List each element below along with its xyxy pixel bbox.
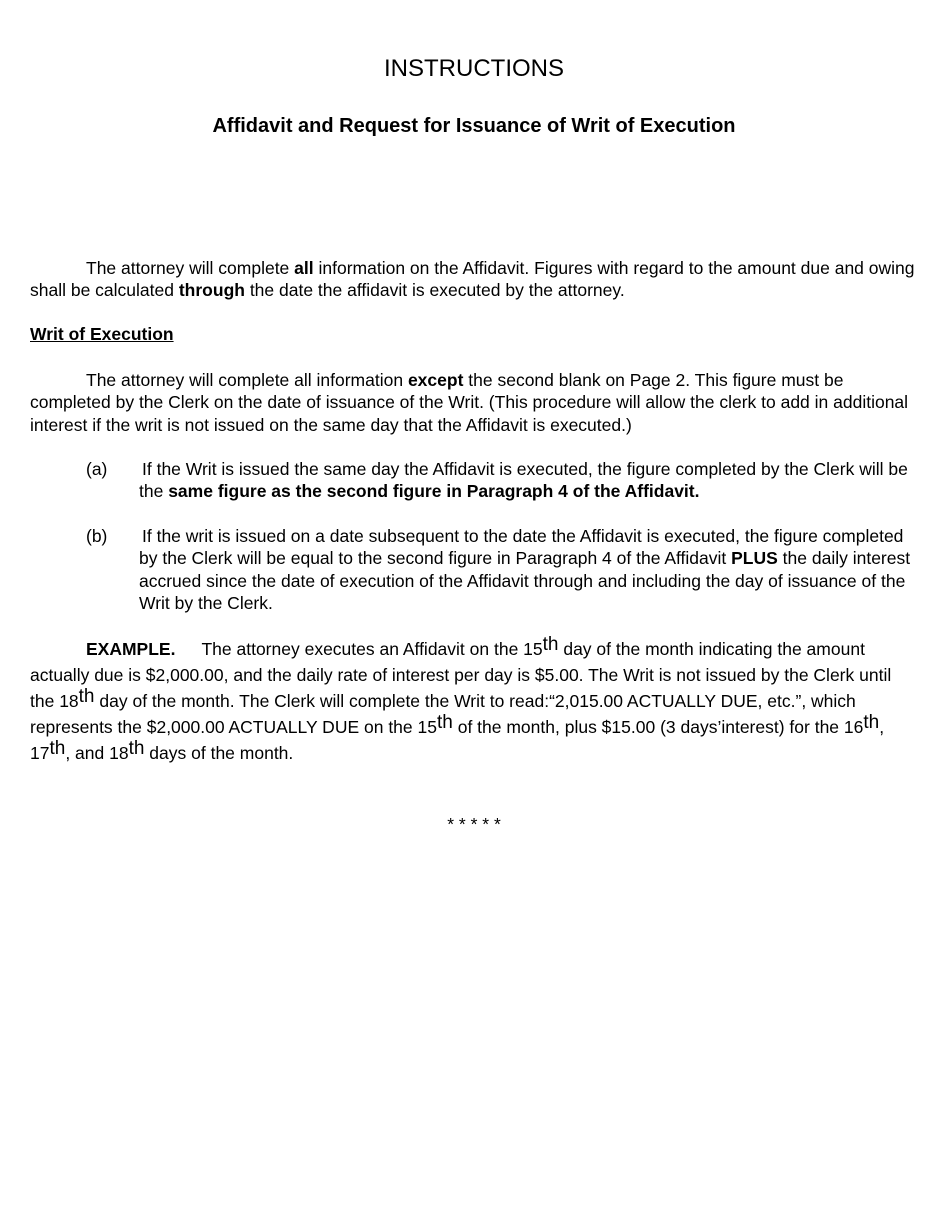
- example-text-2: day of the month indicating the amount actually due is $2,000.00, and the daily rate of interest per day is $5.00. The Writ is not issued by the Clerk until the 18: [30, 639, 892, 711]
- intro-paragraph: [30, 257, 915, 302]
- list-item-body: [139, 525, 916, 614]
- intro-text-2: information on the Affidavit. Figures with regard to the amount due and owing shall be calculated: [30, 258, 915, 301]
- example-text-5: , 17: [30, 717, 885, 763]
- item-text-2: the daily interest accrued since the date of execution of the Affidavit through and including the day of issuance of the Writ by the Clerk.: [139, 548, 911, 613]
- writ-bold-except: except: [407, 370, 464, 390]
- document-subtitle: Affidavit and Request for Issuance of Writ of Execution: [212, 115, 736, 137]
- section-separator: * * * * *: [447, 814, 501, 834]
- item-text-1: If the Writ is issued the same day the Affidavit is executed, the figure completed by the Clerk will be the: [139, 459, 908, 502]
- intro-text-1: The attorney will complete: [86, 258, 295, 278]
- list-item-b: [86, 525, 916, 614]
- example-text-7: days of the month.: [144, 743, 294, 763]
- ordinal-suffix: th: [863, 712, 880, 733]
- list-marker: (a): [86, 459, 108, 479]
- example-paragraph: [30, 636, 915, 766]
- example-text-1: The attorney executes an Affidavit on the 15: [201, 639, 543, 659]
- writ-heading: Writ of Execution: [30, 324, 174, 344]
- ordinal-suffix: th: [542, 634, 559, 655]
- writ-paragraph: [30, 369, 915, 436]
- example-label: EXAMPLE.: [86, 639, 176, 659]
- ordinal-suffix: th: [78, 686, 95, 707]
- example-text-6: , and 18: [65, 743, 129, 763]
- intro-bold-through: through: [178, 280, 245, 301]
- writ-text-1: The attorney will complete all information: [86, 370, 408, 390]
- example-text-3: day of the month. The Clerk will complete the Writ to read:“2,015.00 ACTUALLY DUE, etc.”, which represents the $2,000.00 ACTUALLY DUE on the 15: [30, 691, 856, 737]
- list-item-body: [139, 458, 916, 503]
- ordinal-suffix: th: [436, 712, 453, 733]
- writ-text-2: the second blank on Page 2. This figure must be completed by the Clerk on the date of issuance of the Writ. (This procedure will allow the clerk to add in additional interest if the writ is not issued on the same day that the Affidavit is executed.): [30, 370, 909, 435]
- ordinal-suffix: th: [49, 738, 66, 759]
- list-item-a: [86, 458, 916, 503]
- ordinal-suffix: th: [128, 738, 145, 759]
- list-marker: (b): [86, 526, 108, 546]
- item-text-1: If the writ is issued on a date subsequent to the date the Affidavit is executed, the figure completed by the Clerk will be equal to the second figure in Paragraph 4 of the Affidavit: [139, 526, 904, 569]
- item-bold-text: same figure as the second figure in Paragraph 4 of the Affidavit.: [168, 481, 700, 502]
- example-text-4: of the month, plus $15.00 (3 days’interest) for the 16: [452, 717, 864, 737]
- intro-bold-all: all: [294, 258, 314, 278]
- intro-text-3: the date the affidavit is executed by the attorney.: [244, 280, 625, 301]
- item-bold-plus: PLUS: [731, 548, 778, 569]
- page-title: INSTRUCTIONS: [384, 55, 564, 82]
